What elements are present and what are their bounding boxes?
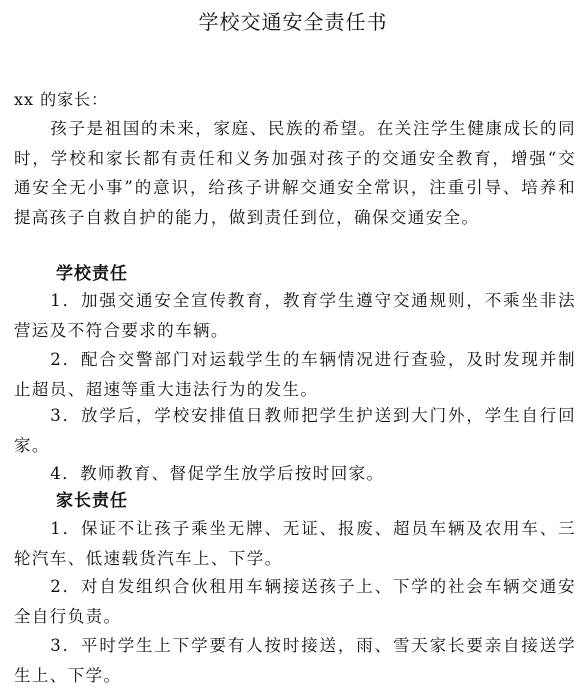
school-item-4: 4．教师教育、督促学生放学后按时回家。 xyxy=(50,464,385,483)
section-heading-parent: 家长责任 xyxy=(56,491,128,511)
salutation: xx 的家长： xyxy=(14,90,109,109)
parent-item-1: 1．保证不让孩子乘坐无牌、无证、报废、超员车辆及农用车、三轮汽车、低速载货汽车上、下学。 xyxy=(14,519,576,568)
parent-item-2: 2．对自发组织合伙租用车辆接送孩子上、下学的社会车辆交通安全自行负责。 xyxy=(14,577,576,626)
section-heading-school: 学校责任 xyxy=(56,264,128,284)
document-title: 学校交通安全责任书 xyxy=(198,10,388,34)
parent-item-3: 3．平时学生上下学要有人按时接送，雨、雪天家长要亲自接送学生上、下学。 xyxy=(14,636,576,685)
intro-paragraph: 孩子是祖国的未来，家庭、民族的希望。在关注学生健康成长的同时，学校和家长都有责任和义务加强对孩子的交通安全教育，增强“交通安全无小事”的意识，给孩子讲解交通安全常识，注重引导、培养和提高孩子自救自护的能力，做到责任到位，确保交通安全。 xyxy=(14,119,576,227)
school-item-1: 1．加强交通安全宣传教育，教育学生遵守交通规则，不乘坐非法营运及不符合要求的车辆。 xyxy=(14,291,576,340)
school-item-2: 2．配合交警部门对运载学生的车辆情况进行查验，及时发现并制止超员、超速等重大违法行为的发生。 xyxy=(14,350,576,399)
school-item-3: 3．放学后，学校安排值日教师把学生护送到大门外，学生自行回家。 xyxy=(14,406,576,455)
